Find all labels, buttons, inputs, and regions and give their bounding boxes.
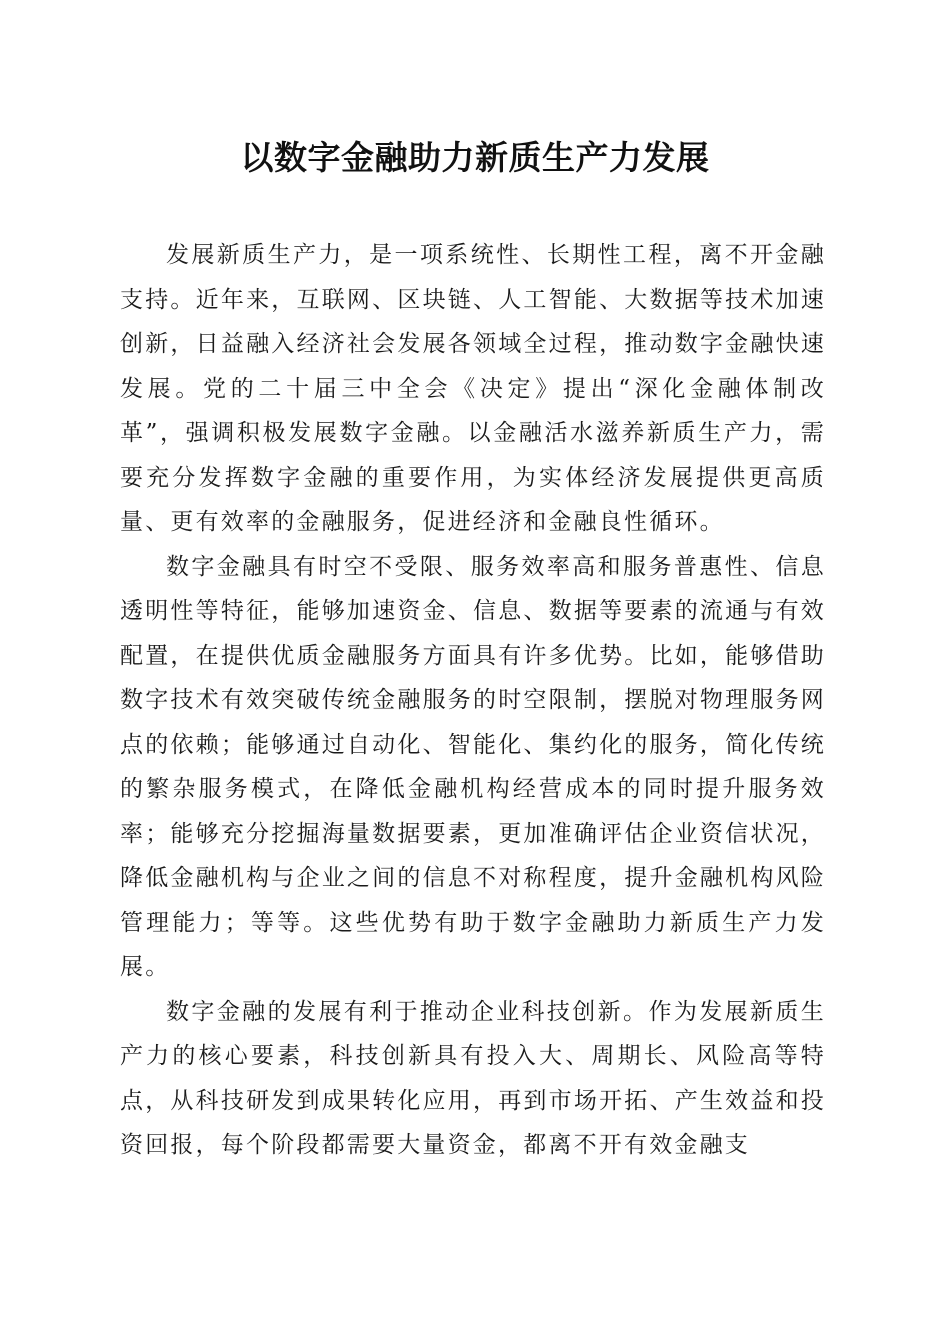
paragraph-3: 数字金融的发展有利于推动企业科技创新。作为发展新质生产力的核心要素，科技创新具有投入大、周期长、风险高等特点，从科技研发到成果转化应用，再到市场开拓、产生效益和投资回报，每个阶段都需要大量资金，都离不开有效金融支 (120, 998, 826, 1158)
paragraph-2: 数字金融具有时空不受限、服务效率高和服务普惠性、信息透明性等特征，能够加速资金、信息、数据等要素的流通与有效配置，在提供优质金融服务方面具有许多优势。比如，能够借助数字技术有效突破传统金融服务的时空限制，摆脱对物理服务网点的依赖；能够通过自动化、智能化、集约化的服务，简化传统的繁杂服务模式，在降低金融机构经营成本的同时提升服务效率；能够充分挖掘海量数据要素，更加准确评估企业资信状况，降低金融机构与企业之间的信息不对称程度，提升金融机构风险管理能力；等等。这些优势有助于数字金融助力新质生产力发展。 (120, 553, 826, 980)
paragraph-1: 发展新质生产力，是一项系统性、长期性工程，离不开金融支持。近年来，互联网、区块链、人工智能、大数据等技术加速创新，日益融入经济社会发展各领域全过程，推动数字金融快速发展。党的二十届三中全会《决定》提出“深化金融体制改革”，强调积极发展数字金融。以金融活水滋养新质生产力，需要充分发挥数字金融的重要作用，为实体经济发展提供更高质量、更有效率的金融服务，促进经济和金融良性循环。 (120, 242, 826, 535)
document-body (120, 233, 826, 1168)
document-title: 以数字金融助力新质生产力发展 (240, 138, 710, 177)
